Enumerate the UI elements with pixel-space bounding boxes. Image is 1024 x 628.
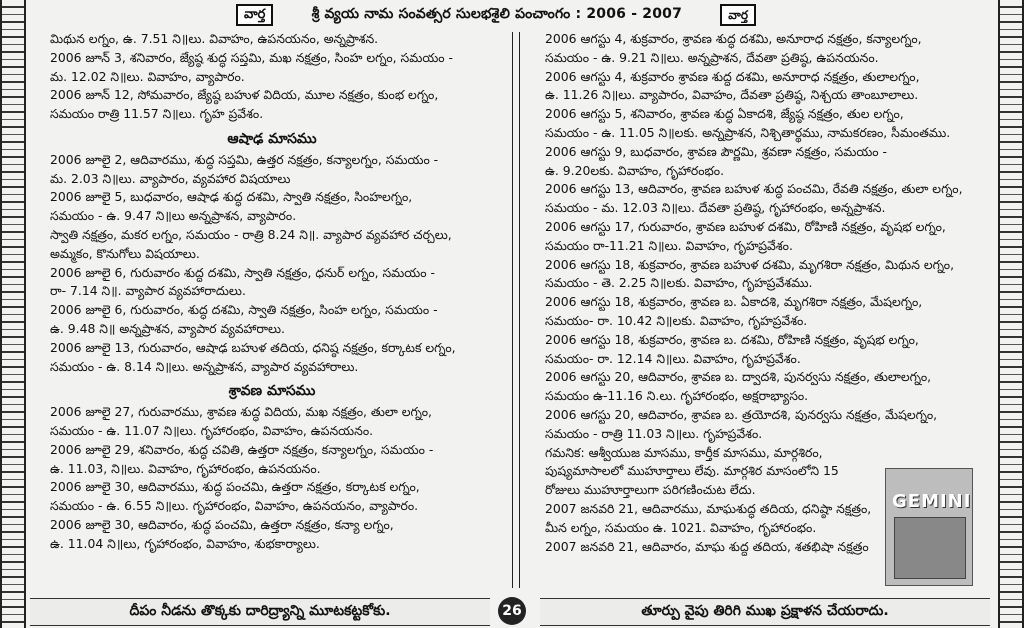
muhurtham-line: ఉ. 9.48 ని॥ అన్నప్రాశన, వ్యాపార వ్యవహారాలు. — [50, 320, 285, 336]
muhurtham-line: 2006 జూలై 5, బుధవారం, ఆషాఢ శుద్ధ దశమి, స్వాతి నక్షత్రం, సింహలగ్నం, — [50, 189, 413, 205]
column-divider — [512, 32, 520, 588]
gemini-brand-label: GEMINI — [892, 491, 972, 512]
muhurtham-line: సమయం - ఉ. 11.05 ని॥లకు. అన్నప్రాశన, నిశ్చితార్థము, నామకరణం, సీమంతము. — [545, 124, 951, 140]
muhurtham-line: ఉ. 11.03, ని॥లు. వివాహం, గృహారంభం, ఉపనయనం. — [50, 460, 321, 476]
product-box-image — [894, 517, 966, 579]
muhurtham-line: 2006 ఆగస్టు 18, శుక్రవారం, శ్రావణ బహుళ దశమి, మృగశిరా నక్షత్రం, మిథున లగ్నం, — [545, 256, 955, 272]
muhurtham-line: 2006 ఆగస్టు 9, బుధవారం, శ్రావణ పౌర్ణమి, శ్రవణా నక్షత్రం, సమయం - — [545, 143, 887, 159]
month-heading: శ్రావణ మాసము — [228, 383, 316, 400]
muhurtham-line: 2006 ఆగస్టు 20, ఆదివారం, శ్రావణ బ. త్రయోదశి, పునర్వసు నక్షత్రం, మేషలగ్నం, — [545, 406, 938, 422]
muhurtham-line: స్వాతి నక్షత్రం, మకర లగ్నం, సమయం - రాత్రి 8.24 ని॥. వ్యాపార వ్యవహార చర్చలు, — [50, 226, 452, 242]
muhurtham-line: సమయం - ఉ. 9.47 ని॥లు అన్నప్రాశన, వ్యాపారం. — [50, 208, 297, 224]
vaartha-logo-right: వార్త — [720, 4, 756, 26]
muhurtham-line: మిథున లగ్నం, ఉ. 7.51 ని॥లు. వివాహం, ఉపనయనం, అన్నప్రాశన. — [50, 31, 379, 46]
muhurtham-line: సమయం రాత్రి 11.57 ని॥లు. గృహ ప్రవేశం. — [50, 106, 264, 122]
note-line: గమనిక: ఆశ్వీయుజ మాసము, కార్తీక మాసము, మార్గశిరం, — [545, 444, 823, 460]
muhurtham-line: 2006 ఆగస్టు 13, ఆదివారం, శ్రావణ బహుళ శుద్ధ పంచమి, రేవతి నక్షత్రం, తులా లగ్నం, — [545, 181, 963, 197]
muhurtham-line: ఉ. 9.20లకు. వివాహం, గృహారంభం. — [545, 162, 725, 178]
muhurtham-line: 2006 జూలై 29, శనివారం, శుద్ధ చవితి, ఉత్తరా నక్షత్రం, కన్యాలగ్నం, సమయం - — [50, 441, 434, 457]
muhurtham-line: సమయం- రా. 10.42 ని॥లకు. వివాహం, గృహప్రవేశం. — [545, 312, 808, 328]
muhurtham-line: సమయం - ఉ. 6.55 ని॥లు. గృహారంభం, వివాహం, ఉపనయనం, వ్యాపారం. — [50, 498, 419, 514]
muhurtham-line: 2006 జూన్ 12, సోమవారం, జ్యేష్ఠ బహుళ విదియ, మూల నక్షత్రం, కుంభ లగ్నం, — [50, 87, 439, 103]
muhurtham-line: సమయం - రాత్రి 11.03 ని॥లు. గృహప్రవేశం. — [545, 425, 763, 441]
muhurtham-line: మీన లగ్నం, సమయం ఉ. 1021. వివాహం, గృహారంభం. — [545, 519, 817, 535]
muhurtham-line: సమయం ఉ-11.16 ని.లు. గృహారంభం, అక్షరాభ్యాసం. — [545, 388, 809, 404]
muhurtham-line: 2006 జూలై 6, గురువారం శుద్ధ దశమి, స్వాతి నక్షత్రం, ధనుర్ లగ్నం, సమయం - — [50, 264, 435, 280]
muhurtham-line: సమయం - మ. 12.03 ని॥లు. దేవతా ప్రతిష్ఠ, గృహారంభం, అన్నప్రాశన. — [545, 200, 886, 216]
month-heading: ఆషాఢ మాసము — [227, 130, 317, 147]
footer-right-proverb: తూర్పు వైపు తిరిగి ముఖ ప్రక్షాళన చేయరాదు. — [540, 598, 990, 626]
muhurtham-line: 2006 జూలై 13, గురువారం, ఆషాఢ బహుళ తదియ, ధనిష్ఠ నక్షత్రం, కర్కాటక లగ్నం, — [50, 339, 456, 355]
note-line: రోజులు ముహూర్తాలుగా పరిగణించుట లేదు. — [545, 482, 756, 498]
muhurtham-line: 2006 ఆగస్టు 20, ఆదివారం, శ్రావణ బ. ద్వాదశి, పునర్వసు నక్షత్రం, తులాలగ్నం, — [545, 369, 932, 385]
left-decorative-border — [0, 0, 26, 628]
muhurtham-line: సమయం - ఉ. 8.14 ని॥లు. అన్నప్రాశన, వ్యాపార వ్యవహారాలు. — [50, 358, 359, 374]
muhurtham-line: సమయం - తె. 2.25 ని॥లకు. వివాహం, గృహప్రవేశము. — [545, 275, 813, 291]
muhurtham-line: 2006 ఆగస్టు 5, శనివారం, శ్రావణ శుద్ధ ఏకాదశి, జ్యేష్ఠ నక్షత్రం, తుల లగ్నం, — [545, 106, 904, 122]
page-header — [236, 4, 756, 26]
muhurtham-line: 2007 జనవరి 21, ఆదివారము, మాఘశుద్ధ తదియ, ధనిష్ఠా నక్షత్రం, — [545, 500, 872, 516]
muhurtham-line: సమయం రా-11.21 ని॥లు. వివాహం, గృహప్రవేశం. — [545, 237, 793, 253]
muhurtham-line: 2006 జూలై 27, గురువారము, శ్రావణ శుద్ధ విదియ, మఖ నక్షత్రం, తులా లగ్నం, — [50, 404, 432, 420]
muhurtham-line: 2006 ఆగస్టు 18, శుక్రవారం, శ్రావణ బ. దశమి, రోహిణి నక్షత్రం, వృషభ లగ్నం, — [545, 331, 919, 347]
muhurtham-line: 2006 ఆగస్టు 4, శుక్రవారం శ్రావణ శుద్ధ దశమి, అనూరాధ నక్షత్రం, తులాలగ్నం, — [545, 68, 920, 84]
footer-left-proverb: దీపం నీడను తొక్కకు దారిద్ర్యాన్ని మూటకట్టకోకు. — [30, 598, 490, 626]
muhurtham-line: సమయం - ఉ. 9.21 ని॥లు. అన్నప్రాశన, దేవతా ప్రతిష్ఠ, ఉపనయనం. — [545, 49, 879, 65]
right-decorative-border — [998, 0, 1024, 628]
muhurtham-line: మ. 12.02 ని॥లు. వివాహం, వ్యాపారం. — [50, 68, 245, 84]
muhurtham-line: ఉ. 11.26 ని॥లు. వ్యాపారం, వివాహం, దేవతా ప్రతిష్ఠ, నిశ్చయ తాంబూలాలు. — [545, 87, 919, 103]
muhurtham-line: ఉ. 11.04 ని॥లు, గృహారంభం, వివాహం, శుభకార్యాలు. — [50, 535, 320, 551]
muhurtham-line: 2007 జనవరి 21, ఆదివారం, మాఘ శుద్ధ తదియ, శతభిషా నక్షత్రం — [545, 538, 869, 554]
note-line: పుష్యమాసాలలో ముహూర్తాలు లేవు. మార్గశిర మాసంలోని 15 — [545, 463, 839, 479]
muhurtham-line: 2006 జూలై 6, గురువారం, శుద్ధ దశమి, స్వాతి నక్షత్రం, సింహ లగ్నం, సమయం - — [50, 302, 438, 318]
muhurtham-line: రా- 7.14 ని॥. వ్యాపార వ్యవహారాదులు. — [50, 283, 246, 299]
left-column — [50, 30, 494, 590]
page-title: శ్రీ వ్యయ నామ సంవత్సర సులభశైలి పంచాంగం : 2006 - 2007 — [311, 5, 683, 22]
muhurtham-line: అమ్మకం, కొనుగోలు విషయాలు. — [50, 245, 200, 261]
muhurtham-line: సమయం - ఉ. 11.07 ని॥లు. గృహారంభం, వివాహం, ఉపనయనం. — [50, 422, 374, 438]
muhurtham-line: మ. 2.03 ని॥లు. వ్యాపారం, వ్యవహార విషయాలు — [50, 170, 291, 186]
muhurtham-line: 2006 జూలై 30, ఆదివారం, శుద్ధ పంచమి, ఉత్తరా నక్షత్రం, కన్యా లగ్నం, — [50, 516, 394, 532]
muhurtham-line: 2006 జూన్ 3, శనివారం, జ్యేష్ఠ శుద్ధ సప్తమి, మఖ నక్షత్రం, సింహ లగ్నం, సమయం - — [50, 49, 453, 65]
muhurtham-line: 2006 ఆగస్టు 18, శుక్రవారం, శ్రావణ బ. ఏకాదశి, మృగశిరా నక్షత్రం, మేషలగ్నం, — [545, 294, 923, 310]
gemini-advertisement — [885, 468, 973, 586]
page-number: 26 — [498, 597, 526, 625]
muhurtham-line: 2006 జూలై 2, ఆదివారము, శుద్ధ సప్తమి, ఉత్తర నక్షత్రం, కన్యాలగ్నం, సమయం - — [50, 151, 439, 167]
muhurtham-line: సమయం- రా. 12.14 ని॥లు. వివాహం, గృహప్రవేశం. — [545, 350, 801, 366]
vaartha-logo: వార్త — [236, 4, 273, 26]
muhurtham-line: 2006 ఆగస్టు 4, శుక్రవారం, శ్రావణ శుద్ధ దశమి, అనూరాధ నక్షత్రం, కన్యాలగ్నం, — [545, 31, 922, 46]
muhurtham-line: 2006 ఆగస్టు 17, గురువారం, శ్రావణ బహుళ దశమి, రోహిణి నక్షత్రం, వృషభ లగ్నం, — [545, 218, 946, 234]
muhurtham-line: 2006 జూలై 30, ఆదివారము, శుద్ధ పంచమి, ఉత్తరా నక్షత్రం, కర్కాటక లగ్నం, — [50, 479, 420, 495]
